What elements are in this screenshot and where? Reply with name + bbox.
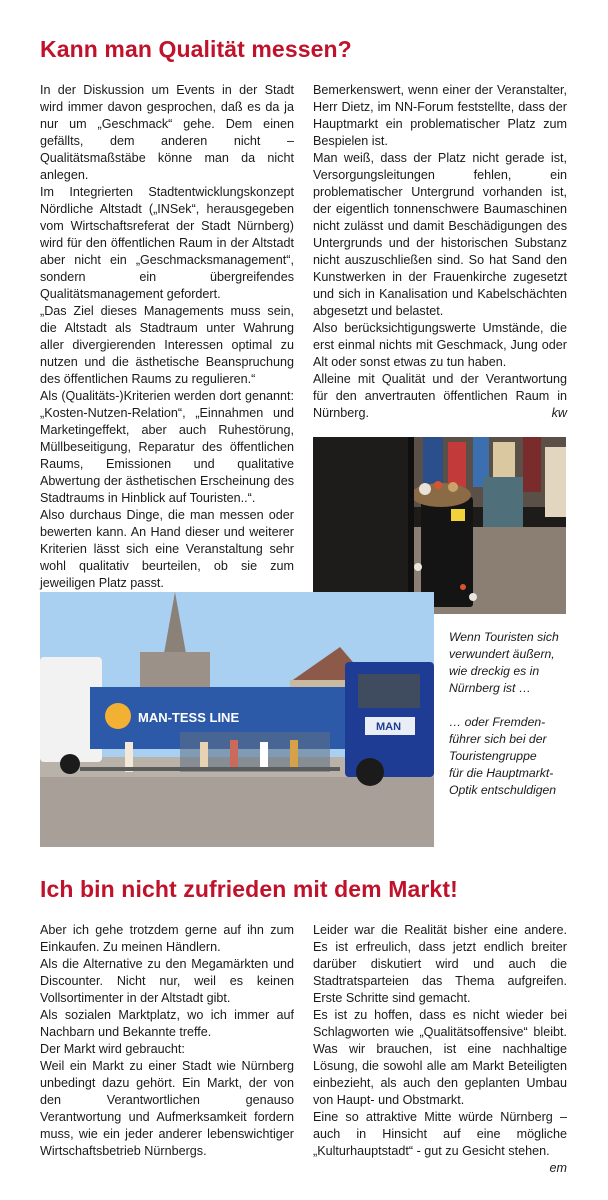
paragraph: Also berücksichtigungswerte Umstände, die erst einmal nichts mit Geschmack, Jung oder Alt oder sonst etwas zu tun haben. — [313, 321, 567, 369]
paragraph — [313, 371, 567, 422]
photo-hauptmarkt-trucks — [40, 592, 434, 847]
paragraph: Der Markt wird gebraucht: — [40, 1042, 185, 1056]
paragraph: Man weiß, dass der Platz nicht gerade ist, Versorgungsleitungen fehlen, ein problematischer Untergrund vorhanden ist, der eigentlich tonnenschwere Baumaschinen nicht zulässt und damit Beschädigungen des Untergrunds und der historischen Substanz nicht auszuschließen sind. So hat Sand den Kunstwerken in der Frauenkirche zugesetzt und sich in Kanalisation und Kabelschächten abgesetzt und belastet. — [313, 151, 567, 318]
caption-line: verwundert äußern, — [449, 647, 555, 661]
article2-column-right — [313, 922, 567, 1177]
paragraph: Als (Qualitäts-)Kriterien werden dort genannt: „Kosten-Nutzen-Relation“, „Einnahmen und Marketingeffekt, aber auch Ruhestörung, Müllbeseitigung, Reparatur des öffentlichen Raums, Emissionen und qualitative Abwertung der ästhetischen Erscheinung des Stadtraums in Hinblick auf Touristen..“. — [40, 389, 294, 505]
caption-line: Optik entschuldigen — [449, 783, 557, 797]
author-signature: kw — [551, 406, 567, 420]
paragraph: Bemerkenswert, wenn einer der Veranstalter, Herr Dietz, im NN-Forum feststellte, dass der Hauptmarkt ein problematischer Platz zum Bespielen ist. — [313, 83, 567, 148]
truck-brand-text: MAN — [376, 721, 402, 733]
headline-quality: Kann man Qualität messen? — [40, 36, 352, 62]
paragraph: Als sozialen Marktplatz, wo ich immer auf Nachbarn und Bekannte treffe. — [40, 1008, 294, 1039]
paragraph: Es ist zu hoffen, dass es nicht wieder bei Schlagworten wie „Qualitätsoffensive“ bleibt. Was wir brauchen, ist eine nachhaltige Lösung, die sowohl alle am Markt Beteiligten einbezieht, als auch den geplanten Umbau von Haupt- und Obstmarkt. — [313, 1008, 567, 1107]
paragraph-text: Eine so attraktive Mitte würde Nürnberg – auch in Hinsicht auf eine mögliche „Kulturhauptstadt“ - gut zu Gesicht stehen. — [313, 1110, 567, 1158]
article1-column-left — [40, 82, 294, 592]
paragraph: Aber ich gehe trotzdem gerne auf ihn zum Einkaufen. Zu meinen Händlern. — [40, 923, 294, 954]
paragraph: In der Diskussion um Events in der Stadt wird immer davon gesprochen, daß es da ja nur um „Geschmack“ gehe. Dem einen gefällts, dem anderen nicht – Qualitätsmaßstäbe könne man da nicht anlegen. — [40, 83, 294, 182]
caption-line: führer sich bei der — [449, 732, 547, 746]
photo-caption-tourists — [449, 629, 569, 697]
author-signature: em — [549, 1161, 567, 1175]
paragraph: Leider war die Realität bisher eine andere. Es ist erfreulich, dass jetzt endlich breiter darüber diskutiert wird und auch die Stadtratsparteien das Thema aufgreifen. Erste Schritte sind gemacht. — [313, 923, 567, 1005]
headline-market: Ich bin nicht zufrieden mit dem Markt! — [40, 876, 458, 902]
caption-line: für die Hauptmarkt- — [449, 766, 554, 780]
paragraph — [313, 1109, 567, 1175]
article1-column-right — [313, 82, 567, 422]
paragraph: Im Integrierten Stadtentwicklungskonzept Nördliche Altstadt („INSek“, herausgegeben vom Wirtschaftsreferat der Stadt Nürnberg) wird für den öffentlichen Raum in der Altstadt aber nicht ein „Geschmacksmanagement“, sondern ein übergreifendes Qualitätsmanagement gefordert. — [40, 185, 294, 301]
paragraph: Weil ein Markt zu einer Stadt wie Nürnberg unbedingt dazu gehört. Ein Markt, der von den Verantwortlichen genauso Verantwortung und Aufmerksamkeit fordern muss, wie ein jeder anderer lebenswichtiger Wirtschaftsbetrieb Nürnbergs. — [40, 1059, 294, 1158]
caption-line: Touristengruppe — [449, 749, 537, 763]
photo-overflowing-trash-bin — [313, 437, 566, 614]
photo-caption-guides — [449, 714, 569, 799]
caption-line: wie dreckig es in — [449, 664, 540, 678]
paragraph: „Das Ziel dieses Managements muss sein, die Altstadt als Stadtraum unter Wahrung aller divergierenden Interessen optimal zu nutzen und die ästhetische Beanspruchung des öffentlichen Raums zu regulieren.“ — [40, 304, 294, 386]
paragraph: Als die Alternative zu den Megamärkten und Discounter. Nicht nur, weil es keinen Vollsortimenter in der Altstadt gibt. — [40, 957, 294, 1005]
caption-line: … oder Fremden- — [449, 715, 546, 729]
caption-line: Wenn Touristen sich — [449, 630, 559, 644]
caption-line: Nürnberg ist … — [449, 681, 531, 695]
paragraph-text: Alleine mit Qualität und der Verantwortung für den anvertrauten öffentlichen Raum in Nürnberg. — [313, 372, 567, 420]
article2-column-left — [40, 922, 294, 1160]
truck-logo-text: MAN-TESS LINE — [138, 710, 240, 725]
paragraph: Also durchaus Dinge, die man messen oder bewerten kann. An Hand dieser und weiterer Kriterien lässt sich eine Veranstaltung sehr wohl qualitativ beurteilen, ob sie zum jeweiligen Platz passt. — [40, 508, 294, 590]
